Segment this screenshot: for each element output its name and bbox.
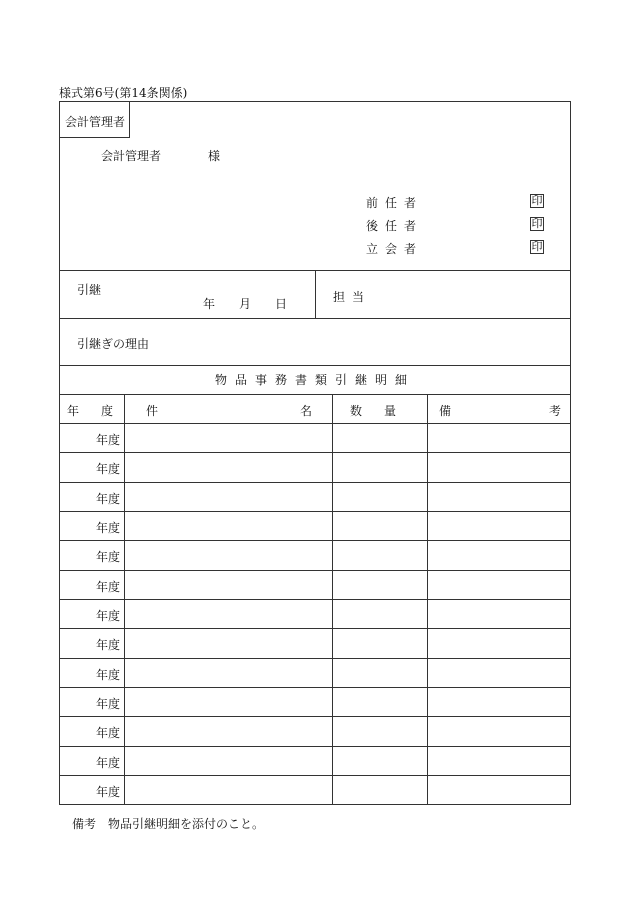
row-divider	[59, 570, 571, 571]
column-header-item-left: 件	[146, 404, 159, 418]
table-row-year: 年度	[95, 609, 120, 623]
column-header-item-right: 名	[300, 404, 313, 418]
table-row-year: 年度	[95, 638, 120, 652]
table-title: 物品事務書類引継明細	[214, 373, 415, 387]
signatory-successor-label: 後任者	[366, 219, 424, 233]
person-in-charge-label: 担当	[333, 290, 372, 304]
row-divider	[59, 775, 571, 776]
table-row-year: 年度	[95, 462, 120, 476]
table-row-year: 年度	[95, 668, 120, 682]
table-row-year: 年度	[95, 785, 120, 799]
row-divider	[59, 687, 571, 688]
row-divider	[59, 746, 571, 747]
row-divider	[59, 658, 571, 659]
divider-reason-bottom	[59, 365, 571, 366]
table-row-year: 年度	[95, 492, 120, 506]
row-divider	[59, 452, 571, 453]
signatory-witness-label: 立会者	[366, 242, 424, 256]
handover-day: 日	[275, 297, 288, 311]
row-divider	[59, 423, 571, 424]
column-header-quantity: 数量	[350, 404, 419, 418]
divider-table-title-bottom	[59, 394, 571, 395]
table-row-year: 年度	[95, 697, 120, 711]
signatory-successor-seal: 印	[531, 217, 543, 230]
row-divider	[59, 628, 571, 629]
row-divider	[59, 511, 571, 512]
addressee-title: 会計管理者	[101, 149, 162, 163]
divider-handover-bottom	[59, 318, 571, 319]
table-row-year: 年度	[95, 521, 120, 535]
column-header-remarks-right: 考	[549, 404, 562, 418]
signatory-predecessor-label: 前任者	[366, 196, 424, 210]
signatory-predecessor-seal: 印	[531, 194, 543, 207]
handover-month: 月	[239, 297, 252, 311]
column-header-remarks-left: 備	[439, 404, 452, 418]
row-divider	[59, 540, 571, 541]
footnote: 備考 物品引継明細を添付のこと。	[72, 817, 265, 831]
form-frame	[59, 101, 571, 805]
form-label: 様式第6号(第14条関係)	[59, 86, 188, 100]
table-row-year: 年度	[95, 756, 120, 770]
handover-label: 引継	[77, 283, 102, 297]
table-row-year: 年度	[95, 550, 120, 564]
row-divider	[59, 482, 571, 483]
table-row-year: 年度	[95, 580, 120, 594]
reason-label: 引継ぎの理由	[77, 337, 150, 351]
signatory-witness-seal: 印	[531, 240, 543, 253]
table-row-year: 年度	[95, 433, 120, 447]
row-divider	[59, 599, 571, 600]
column-header-year: 年度	[67, 404, 136, 418]
addressee-honorific: 様	[208, 149, 221, 163]
header-box-label: 会計管理者	[65, 115, 126, 129]
table-row-year: 年度	[95, 726, 120, 740]
row-divider	[59, 716, 571, 717]
handover-year: 年	[203, 297, 216, 311]
divider-handover-middle	[315, 270, 316, 318]
